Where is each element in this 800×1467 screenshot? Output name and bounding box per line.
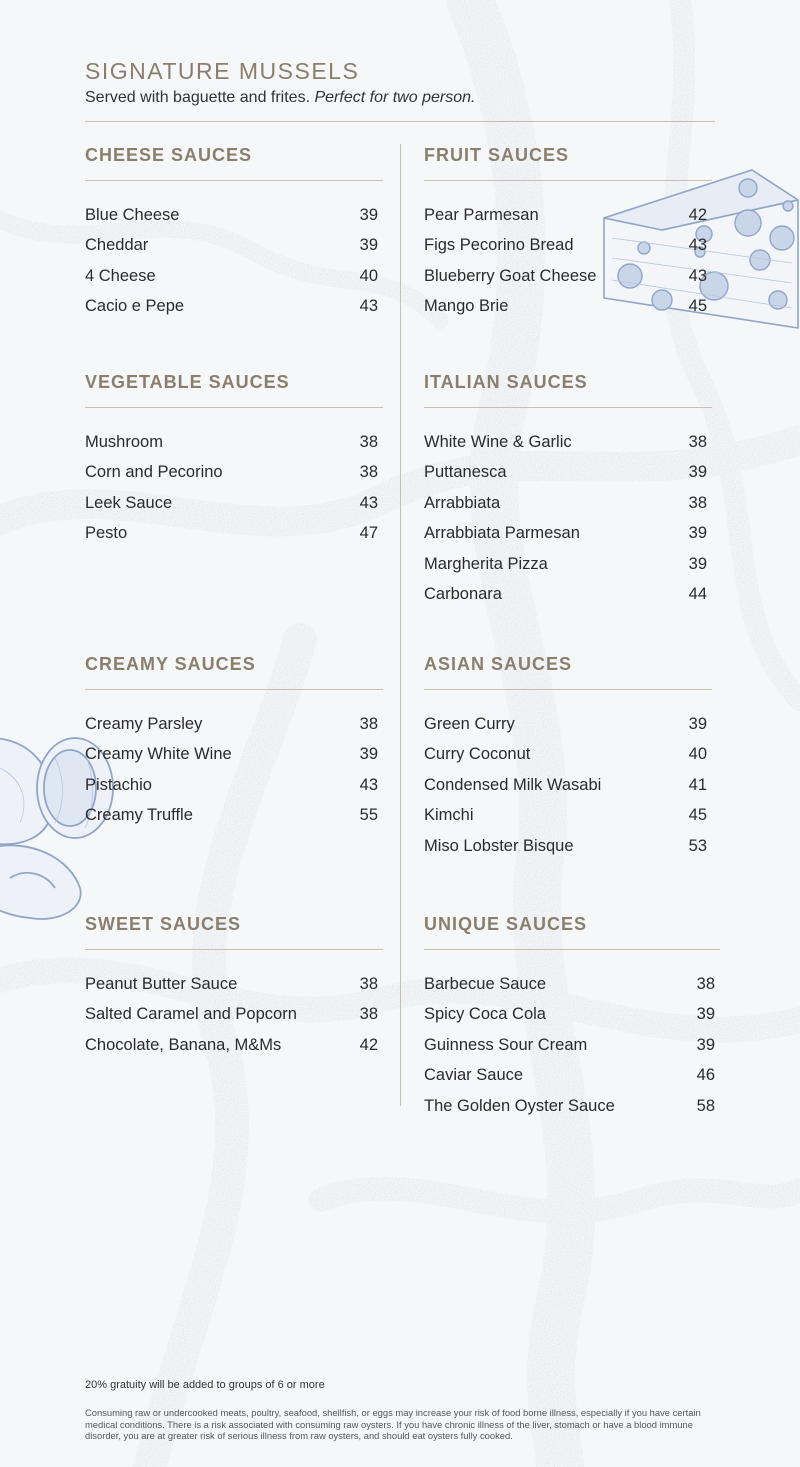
item-price: 39 [688, 524, 707, 543]
item-name: Carbonara [424, 585, 502, 604]
item-price: 40 [688, 745, 707, 764]
item-price: 42 [688, 205, 707, 224]
item-price: 42 [359, 1035, 378, 1054]
section-italian-sauces [424, 370, 712, 610]
menu-item [424, 231, 712, 262]
item-price: 47 [359, 524, 378, 543]
menu-item [85, 231, 383, 262]
menu-item [424, 488, 712, 519]
item-name: Barbecue Sauce [424, 974, 547, 993]
item-name: Pistachio [85, 775, 152, 794]
menu-item [85, 770, 383, 801]
section-divider [424, 949, 720, 950]
item-price: 39 [688, 714, 707, 733]
item-price: 38 [688, 493, 707, 512]
item-name: Pesto [85, 524, 128, 543]
item-price: 45 [688, 297, 707, 316]
item-name: Corn and Pecorino [85, 463, 223, 482]
item-name: Kimchi [424, 806, 474, 825]
subtitle-text: Served with baguette and frites. [85, 89, 311, 106]
item-price: 43 [359, 775, 378, 794]
item-price: 58 [696, 1096, 715, 1115]
page-subtitle [85, 89, 475, 107]
menu-item [85, 200, 383, 231]
item-name: Green Curry [424, 714, 515, 733]
item-price: 40 [359, 266, 378, 285]
item-name: Chocolate, Banana, M&Ms [85, 1035, 282, 1054]
item-name: Pear Parmesan [424, 205, 539, 224]
item-price: 45 [688, 806, 707, 825]
item-price: 39 [359, 236, 378, 255]
section-title: CREAMY SAUCES [85, 654, 256, 674]
menu-item [85, 427, 383, 458]
column-divider [400, 144, 401, 1106]
item-name: Blueberry Goat Cheese [424, 266, 597, 285]
menu-item [424, 261, 712, 292]
item-price: 39 [688, 554, 707, 573]
section-divider [85, 689, 383, 690]
menu-item [424, 458, 712, 489]
section-divider [85, 407, 383, 408]
menu-item [424, 427, 712, 458]
item-name: Guinness Sour Cream [424, 1035, 588, 1054]
item-price: 38 [359, 714, 378, 733]
item-name: Condensed Milk Wasabi [424, 775, 602, 794]
item-price: 55 [359, 806, 378, 825]
menu-item [424, 770, 712, 801]
section-title: VEGETABLE SAUCES [85, 372, 290, 392]
menu-item [85, 292, 383, 323]
section-asian-sauces [424, 652, 712, 862]
item-price: 39 [696, 1005, 715, 1024]
item-price: 38 [696, 974, 715, 993]
item-price: 43 [688, 236, 707, 255]
item-name: Mushroom [85, 432, 163, 451]
menu-item [424, 1030, 720, 1061]
menu-item [424, 831, 712, 862]
menu-item [85, 740, 383, 771]
item-name: Leek Sauce [85, 493, 173, 512]
item-price: 38 [359, 463, 378, 482]
item-price: 43 [359, 297, 378, 316]
section-divider [85, 949, 383, 950]
item-price: 46 [696, 1066, 715, 1085]
item-price: 39 [688, 463, 707, 482]
item-price: 38 [359, 1005, 378, 1024]
item-name: Cheddar [85, 236, 149, 255]
section-title: FRUIT SAUCES [424, 145, 570, 165]
section-divider [85, 180, 383, 181]
section-divider [424, 689, 712, 690]
item-name: Puttanesca [424, 463, 507, 482]
item-name: Arrabbiata [424, 493, 501, 512]
section-creamy-sauces [85, 652, 383, 831]
section-cheese-sauces [85, 143, 383, 322]
header-divider [85, 121, 715, 122]
item-name: White Wine & Garlic [424, 432, 572, 451]
item-name: The Golden Oyster Sauce [424, 1096, 615, 1115]
menu-item [424, 1061, 720, 1092]
item-name: Miso Lobster Bisque [424, 836, 574, 855]
menu-item [424, 1000, 720, 1031]
section-title: SWEET SAUCES [85, 914, 242, 934]
item-name: Creamy Parsley [85, 714, 203, 733]
menu-item [424, 740, 712, 771]
menu-item [424, 200, 712, 231]
item-name: 4 Cheese [85, 266, 156, 285]
page-title: SIGNATURE MUSSELS [85, 58, 360, 84]
section-vegetable-sauces [85, 370, 383, 549]
section-divider [424, 407, 712, 408]
item-price: 39 [696, 1035, 715, 1054]
item-price: 38 [359, 432, 378, 451]
item-name: Curry Coconut [424, 745, 531, 764]
section-title: ITALIAN SAUCES [424, 372, 588, 392]
menu-item [85, 458, 383, 489]
menu-item [424, 549, 712, 580]
menu-item [85, 488, 383, 519]
section-divider [424, 180, 712, 181]
section-title: UNIQUE SAUCES [424, 914, 588, 934]
item-price: 41 [688, 775, 707, 794]
item-name: Cacio e Pepe [85, 297, 185, 316]
item-name: Creamy Truffle [85, 806, 193, 825]
item-name: Arrabbiata Parmesan [424, 524, 580, 543]
menu-item [424, 292, 712, 323]
menu-item [424, 969, 720, 1000]
item-name: Creamy White Wine [85, 745, 232, 764]
menu-item [424, 801, 712, 832]
section-unique-sauces [424, 912, 720, 1122]
item-name: Mango Brie [424, 297, 509, 316]
item-price: 43 [359, 493, 378, 512]
health-disclaimer: Consuming raw or undercooked meats, poultry, seafood, shellfish, or eggs may increase your risk of food borne illness, especially if you have certain medical conditions. There is a risk associated with consuming raw oysters. If you have chronic illness of the liver, stomach or have a blood immune disorder, you are at greater risk of serious illness from raw oysters, and should eat oysters fully cooked. [85, 1407, 701, 1441]
item-price: 43 [688, 266, 707, 285]
item-price: 38 [359, 974, 378, 993]
section-title: CHEESE SAUCES [85, 145, 253, 165]
item-name: Spicy Coca Cola [424, 1005, 546, 1024]
item-name: Caviar Sauce [424, 1066, 524, 1085]
menu-item [424, 580, 712, 611]
menu-item [424, 709, 712, 740]
menu-item [424, 1091, 720, 1122]
menu-item [424, 519, 712, 550]
menu-item [85, 1000, 383, 1031]
item-name: Blue Cheese [85, 205, 180, 224]
menu-item [85, 801, 383, 832]
item-price: 39 [359, 745, 378, 764]
menu-item [85, 1030, 383, 1061]
item-name: Margherita Pizza [424, 554, 548, 573]
item-name: Peanut Butter Sauce [85, 974, 238, 993]
item-price: 39 [359, 205, 378, 224]
menu-item [85, 519, 383, 550]
section-fruit-sauces [424, 143, 712, 322]
menu-item [85, 709, 383, 740]
section-sweet-sauces [85, 912, 383, 1061]
menu-item [85, 261, 383, 292]
item-price: 44 [688, 585, 707, 604]
subtitle-note: Perfect for two person. [314, 89, 476, 106]
item-name: Salted Caramel and Popcorn [85, 1005, 297, 1024]
item-name: Figs Pecorino Bread [424, 236, 574, 255]
section-title: ASIAN SAUCES [424, 654, 573, 674]
menu-item [85, 969, 383, 1000]
item-price: 53 [688, 836, 707, 855]
gratuity-note: 20% gratuity will be added to groups of 6 or more [85, 1379, 325, 1391]
item-price: 38 [688, 432, 707, 451]
